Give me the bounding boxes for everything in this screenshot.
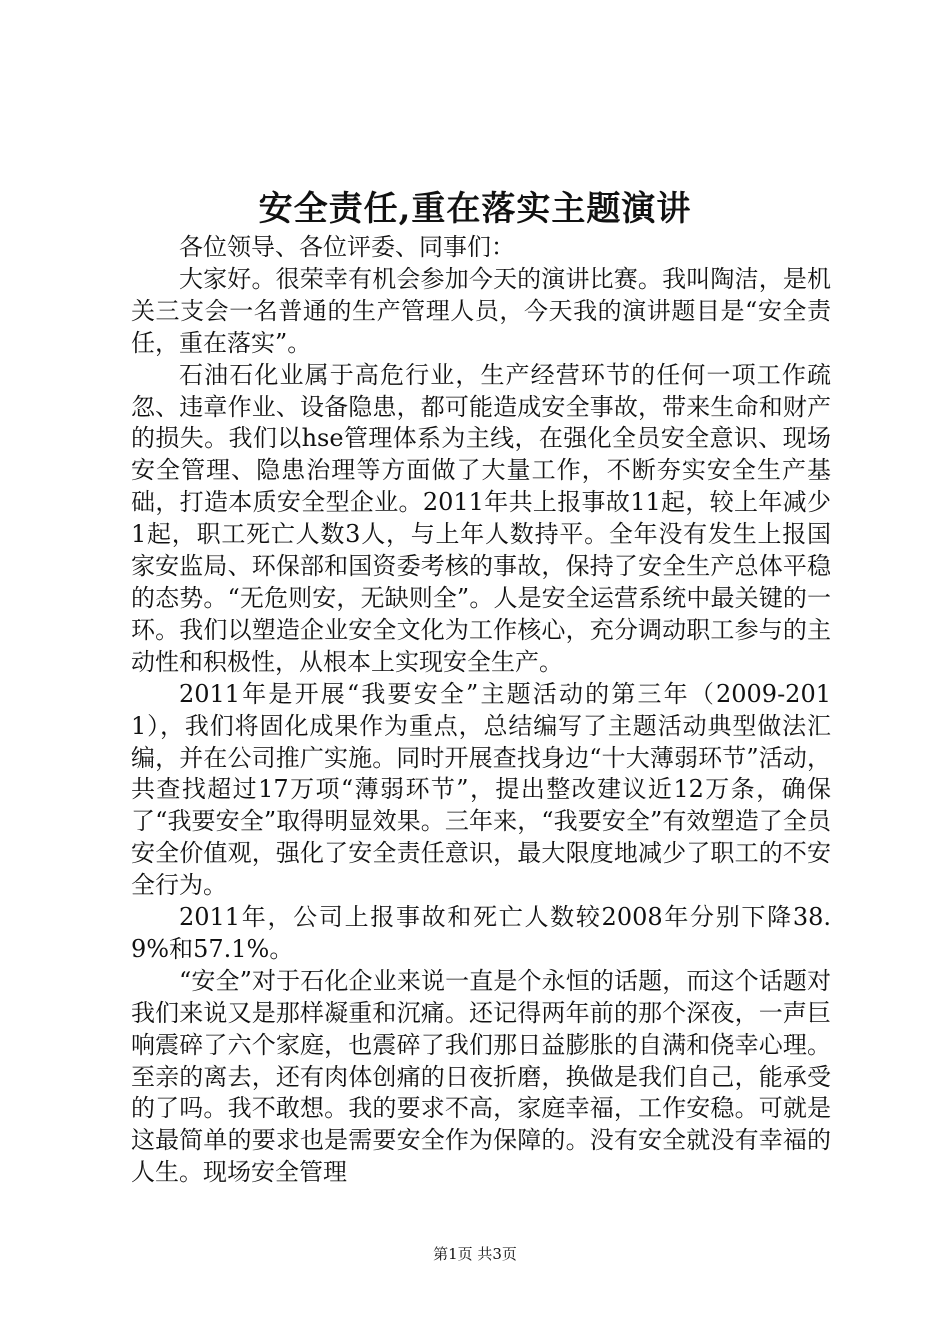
document-body [131, 232, 831, 1189]
document-title: 安全责任,重在落实主题演讲 [258, 189, 692, 229]
paragraph-industry-safety: 石油石化业属于高危行业，生产经营环节的任何一项工作疏忽、违章作业、设备隐患，都可能造成安全事故，带来生命和财产的损失。我们以hse管理体系为主线，在强化全员安全意识、现场安全管理、隐患治理等方面做了大量工作，不断夯实安全生产基础，打造本质安全型企业。2011年共上报事故11起，较上年减少1起，职工死亡人数3人，与上年人数持平。全年没有发生上报国家安监局、环保部和国资委考核的事故，保持了安全生产总体平稳的态势。“无危则安，无缺则全”。人是安全运营系统中最关键的一环。我们以塑造企业安全文化为工作核心，充分调动职工参与的主动性和积极性，从根本上实现安全生产。 [131, 360, 831, 676]
paragraph-salutation: 各位领导、各位评委、同事们： [179, 233, 515, 261]
paragraph-reflection: “安全”对于石化企业来说一直是个永恒的话题，而这个话题对我们来说又是那样凝重和沉痛。还记得两年前的那个深夜，一声巨响震碎了六个家庭，也震碎了我们那日益膨胀的自满和侥幸心理。至亲的离去，还有肉体创痛的日夜折磨，换做是我们自己，能承受的了吗。我不敢想。我的要求不高，家庭幸福，工作安稳。可就是这最简单的要求也是需要安全作为保障的。没有安全就没有幸福的人生。现场安全管理 [131, 966, 831, 1187]
paragraph-statistics: 2011年，公司上报事故和死亡人数较2008年分别下降38.9%和57.1%。 [131, 903, 831, 963]
page-number-footer: 第1页 共3页 [433, 1245, 517, 1263]
paragraph-introduction: 大家好。很荣幸有机会参加今天的演讲比赛。我叫陶洁，是机关三支会一名普通的生产管理人员，今天我的演讲题目是“安全责任，重在落实”。 [131, 264, 831, 357]
paragraph-campaign: 2011年是开展“我要安全”主题活动的第三年（2009-2011），我们将固化成果作为重点，总结编写了主题活动典型做法汇编，并在公司推广实施。同时开展查找身边“十大薄弱环节”活动，共查找超过17万项“薄弱环节”，提出整改建议近12万条，确保了“我要安全”取得明显效果。三年来，“我要安全”有效塑造了全员安全价值观，强化了安全责任意识，最大限度地减少了职工的不安全行为。 [131, 679, 831, 900]
